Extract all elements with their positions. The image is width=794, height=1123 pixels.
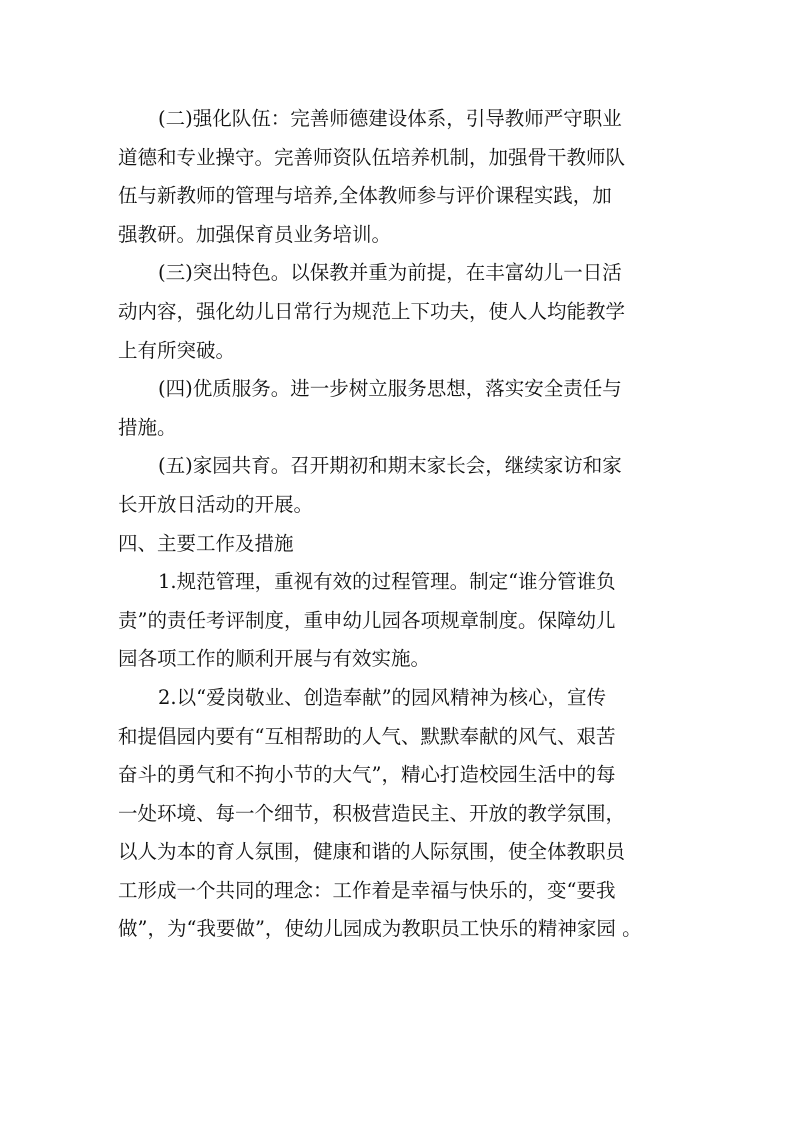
text-line: 2.以“爱岗敬业、创造奉献”的园风精神为核心，宣传 [158, 685, 607, 709]
text-line: 上有所突破。 [118, 338, 236, 362]
text-line: 措施。 [118, 415, 177, 439]
text-line: (四)优质服务。进一步树立服务思想，落实安全责任与 [158, 377, 622, 401]
text-line: (二)强化队伍：完善师德建设体系，引导教师严守职业 [158, 107, 622, 130]
text-line: 和提倡园内要有“互相帮助的人气、默默奉献的风气、艰苦 [118, 724, 616, 748]
document-body [118, 100, 678, 949]
text-line: 园各项工作的顺利开展与有效实施。 [118, 647, 431, 671]
text-line: 奋斗的勇气和不拘小节的大气”，精心打造校园生活中的每 [118, 763, 616, 787]
text-line: 1.规范管理，重视有效的过程管理。制定“谁分管谁负 [158, 570, 616, 594]
text-line: 责”的责任考评制度，重申幼儿园各项规章制度。保障幼儿 [118, 608, 616, 632]
text-line: (三)突出特色。以保教并重为前提，在丰富幼儿一日活 [158, 261, 622, 285]
text-line: 强教研。加强保育员业务培训。 [118, 222, 392, 246]
text-line: 做”，为“我要做”，使幼儿园成为教职员工快乐的精神家园 。 [118, 917, 642, 941]
text-line: 长开放日活动的开展。 [118, 492, 314, 516]
text-line: 伍与新教师的管理与培养,全体教师参与评价课程实践，加 [118, 184, 612, 208]
text-line: 以人为本的育人氛围，健康和谐的人际氛围，使全体教职员 [118, 840, 626, 864]
text-line: 道德和专业操守。完善师资队伍培养机制，加强骨干教师队 [118, 145, 626, 169]
text-line: 动内容，强化幼儿日常行为规范上下功夫，使人人均能教学 [118, 299, 626, 323]
section-heading: 四、主要工作及措施 [118, 531, 294, 555]
text-line: (五)家园共育。召开期初和期末家长会，继续家访和家 [158, 454, 622, 478]
text-line: 一处环境、每一个细节，积极营造民主、开放的教学氛围， [118, 801, 626, 825]
text-line: 工形成一个共同的理念：工作着是幸福与快乐的，变“要我 [118, 878, 616, 902]
